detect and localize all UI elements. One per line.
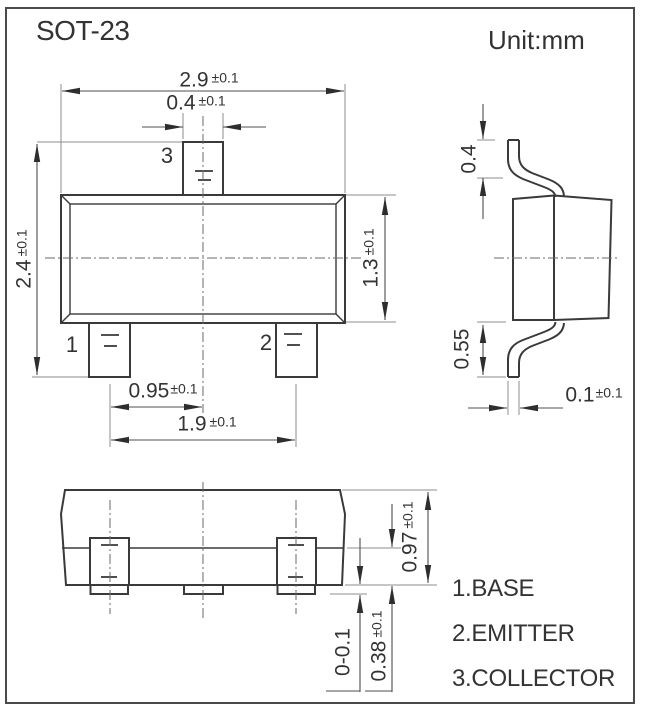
side-bottom-lead [508, 322, 564, 377]
dim-pin-pitch-half [128, 381, 197, 402]
dim-overall-height-value: 2.4 [12, 259, 36, 289]
pin-function-emitter: 2.EMITTER [452, 620, 575, 647]
dim-body-width [179, 70, 238, 91]
pin3-number-label: 3 [160, 143, 174, 168]
dim-standoff-value: 0-0.1 [331, 628, 355, 676]
pin2-number-label: 2 [259, 330, 273, 355]
dim-body-width-tolerance: ±0.1 [211, 69, 239, 86]
dim-lead-top-length-value: 0.4 [457, 144, 481, 174]
side-view [468, 104, 620, 415]
front-pin1-lead [89, 323, 130, 377]
dim-body-thickness-value: 0.97 [398, 531, 422, 573]
dim-pin-pitch-tolerance: ±0.1 [209, 413, 237, 430]
dim-body-thickness-tolerance: ±0.1 [399, 501, 416, 529]
pin1-number-label: 1 [65, 332, 79, 357]
dim-pin-width-value: 0.4 [166, 91, 196, 115]
dim-body-height [361, 228, 382, 287]
pin-function-base: 1.BASE [452, 575, 535, 602]
dim-body-width-value: 2.9 [179, 68, 209, 92]
front-pin2-lead [276, 323, 317, 377]
dim-lead-thickness [565, 385, 622, 406]
dim-lead-top-length [459, 144, 480, 173]
dim-lead-plane-tolerance: ±0.1 [368, 610, 385, 638]
dim-pin-pitch-half-value: 0.95 [128, 379, 170, 403]
front-view [32, 84, 396, 447]
dim-body-height-tolerance: ±0.1 [360, 228, 377, 256]
dim-pin-width-tolerance: ±0.1 [198, 92, 226, 109]
package-name-title: SOT-23 [36, 15, 130, 46]
dim-lead-plane [369, 610, 390, 681]
dim-lead-bottom-length-value: 0.55 [450, 328, 474, 370]
side-top-lead [508, 140, 564, 197]
pin-function-legend [452, 577, 615, 691]
dim-pin-pitch-half-tolerance: ±0.1 [170, 380, 198, 397]
front-extension-lines [32, 84, 396, 447]
dim-overall-height-tolerance: ±0.1 [13, 229, 30, 257]
dim-lead-bottom-length [452, 329, 473, 370]
dim-lead-thickness-tolerance: ±0.1 [595, 384, 623, 401]
bottom-pin1-foot [91, 585, 129, 594]
dim-overall-height [14, 229, 35, 288]
dim-standoff [333, 628, 354, 676]
dim-body-height-value: 1.3 [359, 258, 383, 288]
unit-label: Unit:mm [488, 25, 585, 55]
dim-body-thickness [400, 501, 421, 572]
pin-function-collector: 3.COLLECTOR [452, 665, 615, 692]
dim-pin-pitch [177, 414, 236, 435]
front-dimension-lines [37, 91, 385, 440]
dim-lead-plane-value: 0.38 [367, 640, 391, 682]
dim-lead-thickness-value: 0.1 [565, 383, 595, 407]
front-pin3-lead [183, 142, 223, 195]
bottom-centerlines [110, 482, 296, 619]
dim-pin-pitch-value: 1.9 [177, 412, 207, 436]
dim-pin-width [166, 93, 225, 114]
